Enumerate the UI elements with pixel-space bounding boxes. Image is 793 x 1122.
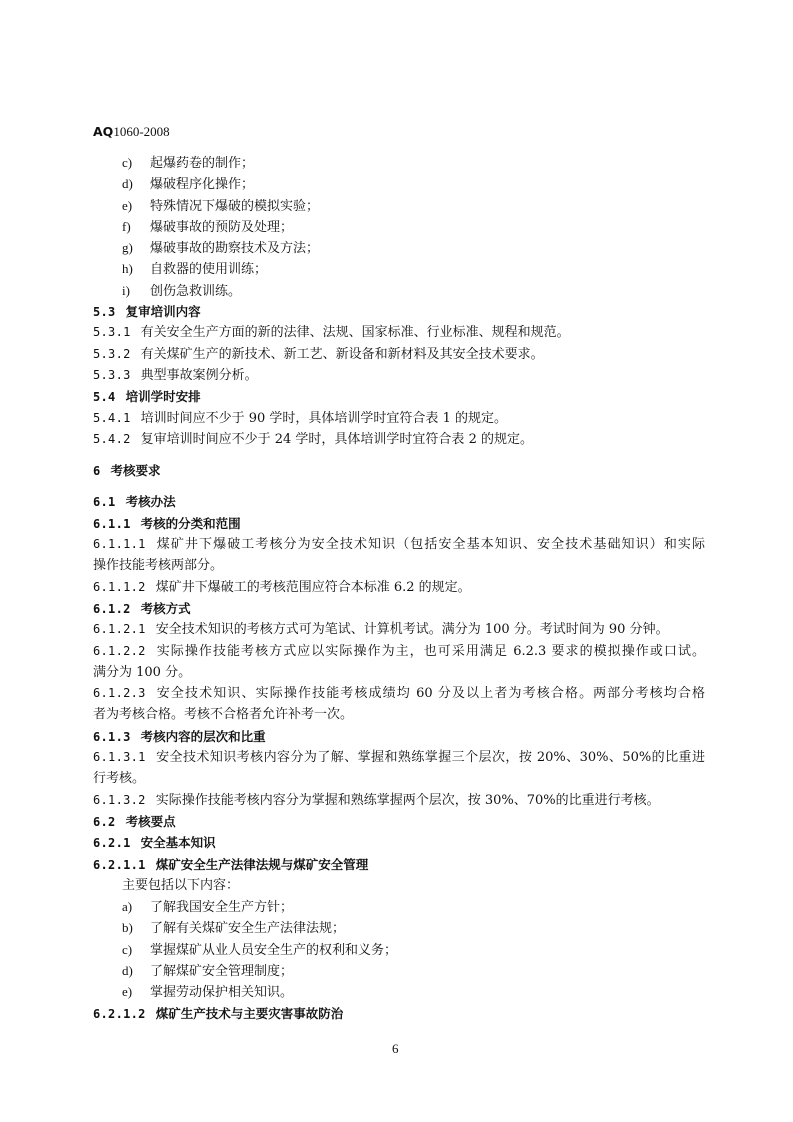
clause-text: 有关煤矿生产的新技术、新工艺、新设备和新材料及其安全技术要求。 bbox=[140, 346, 544, 362]
list-label: c) bbox=[122, 941, 133, 957]
list-item bbox=[93, 258, 705, 279]
section-number: 6.2 bbox=[93, 814, 116, 829]
list-item bbox=[93, 917, 705, 938]
subsection-heading bbox=[93, 832, 705, 853]
clause bbox=[93, 408, 705, 429]
section-number: 5.3 bbox=[93, 305, 116, 320]
section-title: 培训学时安排 bbox=[125, 389, 201, 405]
clause-number: 6.1.2.1 bbox=[93, 622, 146, 637]
list-text: 掌握劳动保护相关知识。 bbox=[150, 985, 294, 1001]
section-number: 6.2.1.2 bbox=[93, 1006, 146, 1021]
section-number: 6.2.1 bbox=[93, 836, 131, 851]
section-heading bbox=[93, 811, 705, 832]
clause-number: 5.3.3 bbox=[93, 367, 131, 382]
section-title: 考核方式 bbox=[140, 600, 191, 616]
clause-text: 培训时间应不少于 90 学时，具体培训学时宜符合表 1 的规定。 bbox=[140, 410, 507, 426]
section-heading bbox=[93, 491, 705, 512]
clause bbox=[93, 747, 705, 768]
list-label: d) bbox=[122, 962, 133, 978]
list-label: f) bbox=[122, 218, 131, 234]
clause bbox=[93, 322, 705, 343]
list-text: 了解有关煤矿安全生产法律法规； bbox=[150, 921, 346, 937]
list-label: g) bbox=[122, 240, 133, 256]
list-item bbox=[93, 960, 705, 981]
section-title: 煤矿生产技术与主要灾害事故防治 bbox=[155, 1005, 344, 1021]
list-text: 爆破事故的预防及处理； bbox=[150, 219, 294, 235]
list-item bbox=[93, 173, 705, 194]
list-label: a) bbox=[122, 899, 133, 915]
page-number: 6 bbox=[392, 1041, 399, 1056]
section-number: 6.1 bbox=[93, 495, 116, 510]
list-item bbox=[93, 195, 705, 216]
list-text: 特殊情况下爆破的模拟实验； bbox=[150, 198, 320, 214]
intro-text: 主要包括以下内容： bbox=[122, 877, 240, 893]
clause bbox=[93, 641, 705, 662]
list-label: e) bbox=[122, 984, 133, 1000]
list-text: 了解煤矿安全管理制度； bbox=[150, 963, 294, 979]
clause bbox=[93, 534, 705, 555]
list-text: 起爆药卷的制作； bbox=[150, 156, 255, 171]
list-label: b) bbox=[122, 920, 133, 936]
section-title: 考核内容的层次和比重 bbox=[140, 728, 266, 744]
clause-number: 5.3.2 bbox=[93, 346, 131, 361]
section-heading bbox=[93, 301, 705, 322]
clause-text: 安全技术知识的考核方式可为笔试、计算机考试。满分为 100 分。考试时间为 90 分钟。 bbox=[155, 622, 669, 638]
section-title: 考核办法 bbox=[125, 494, 176, 510]
knowledge-items-list bbox=[93, 896, 705, 1002]
clause-number: 6.1.3.2 bbox=[93, 792, 146, 807]
clause-text: 煤矿井下爆破工考核分为安全技术知识（包括安全基本知识、安全技术基础知识）和实际 bbox=[155, 537, 705, 553]
clause-text: 安全技术知识、实际操作技能考核成绩均 60 分及以上者为考核合格。两部分考核均合格 bbox=[155, 686, 705, 702]
list-item bbox=[93, 939, 705, 960]
section-title: 煤矿安全生产法律法规与煤矿安全管理 bbox=[155, 856, 369, 872]
list-text: 自救器的使用训练； bbox=[150, 262, 268, 278]
list-item bbox=[93, 237, 705, 258]
clause bbox=[93, 344, 705, 365]
clause bbox=[93, 365, 705, 386]
list-item bbox=[93, 152, 705, 173]
clause-continuation: 操作技能考核两部分。 bbox=[93, 558, 224, 574]
clause bbox=[93, 790, 705, 811]
subsection-heading bbox=[93, 598, 705, 619]
list-label: i) bbox=[122, 282, 130, 298]
section-number: 6.1.1 bbox=[93, 516, 131, 531]
subsubsection-heading bbox=[93, 854, 705, 875]
clause-continuation: 行考核。 bbox=[93, 771, 146, 787]
clause-number: 6.1.2.2 bbox=[93, 643, 146, 658]
clause-text: 典型事故案例分析。 bbox=[140, 367, 258, 383]
clause bbox=[93, 683, 705, 704]
clause-number: 6.1.3.1 bbox=[93, 750, 146, 765]
clause-number: 5.4.2 bbox=[93, 431, 131, 446]
clause bbox=[93, 577, 705, 598]
list-label: h) bbox=[122, 261, 133, 277]
clause-number: 5.3.1 bbox=[93, 325, 131, 340]
training-items-list bbox=[93, 152, 705, 301]
header-code-number: 1060-2008 bbox=[113, 124, 170, 139]
list-label: e) bbox=[122, 197, 133, 213]
clause bbox=[93, 619, 705, 640]
section-title: 复审培训内容 bbox=[125, 304, 201, 320]
section-number: 5.4 bbox=[93, 390, 116, 405]
document-body bbox=[93, 152, 705, 1024]
header-code-prefix: AQ bbox=[93, 124, 114, 139]
clause-number: 6.1.1.1 bbox=[93, 537, 146, 552]
section-title: 考核的分类和范围 bbox=[140, 515, 241, 531]
chapter-title: 考核要求 bbox=[110, 463, 161, 479]
list-label: d) bbox=[122, 176, 133, 192]
clause-number: 6.1.1.2 bbox=[93, 579, 146, 594]
clause-number: 5.4.1 bbox=[93, 410, 131, 425]
list-text: 创伤急救训练。 bbox=[150, 283, 242, 299]
chapter-number: 6 bbox=[93, 464, 101, 479]
clause-text: 实际操作技能考核方式应以实际操作为主，也可采用满足 6.2.3 要求的模拟操作或口试。 bbox=[155, 643, 705, 659]
clause-number: 6.1.2.3 bbox=[93, 686, 146, 701]
subsubsection-heading bbox=[93, 1003, 705, 1024]
document-code-header bbox=[93, 124, 170, 140]
section-title: 考核要点 bbox=[125, 813, 176, 829]
clause-continuation: 满分为 100 分。 bbox=[93, 664, 192, 680]
section-number: 6.1.3 bbox=[93, 729, 131, 744]
clause-text: 安全技术知识考核内容分为了解、掌握和熟练掌握三个层次，按 20%、30%、50%的比重进 bbox=[155, 750, 705, 766]
clause-text: 有关安全生产方面的新的法律、法规、国家标准、行业标准、规程和规范。 bbox=[140, 325, 570, 341]
list-text: 掌握煤矿从业人员安全生产的权利和义务； bbox=[150, 942, 398, 958]
section-number: 6.2.1.1 bbox=[93, 857, 146, 872]
clause-text: 实际操作技能考核内容分为掌握和熟练掌握两个层次，按 30%、70%的比重进行考核。 bbox=[155, 792, 660, 808]
clause-text: 复审培训时间应不少于 24 学时，具体培训学时宜符合表 2 的规定。 bbox=[140, 431, 533, 447]
section-title: 安全基本知识 bbox=[140, 835, 216, 851]
clause-continuation: 者为考核合格。考核不合格者允许补考一次。 bbox=[93, 707, 354, 723]
list-item bbox=[93, 216, 705, 237]
list-label: c) bbox=[122, 155, 133, 170]
section-number: 6.1.2 bbox=[93, 601, 131, 616]
subsection-heading bbox=[93, 726, 705, 747]
list-text: 了解我国安全生产方针； bbox=[150, 900, 294, 916]
list-item bbox=[93, 981, 705, 1002]
clause bbox=[93, 429, 705, 450]
list-text: 爆破事故的勘察技术及方法； bbox=[150, 241, 320, 257]
list-item bbox=[93, 896, 705, 917]
chapter-heading bbox=[93, 460, 705, 481]
clause-text: 煤矿井下爆破工的考核范围应符合本标准 6.2 的规定。 bbox=[155, 579, 471, 595]
section-heading bbox=[93, 386, 705, 407]
subsection-heading bbox=[93, 513, 705, 534]
list-text: 爆破程序化操作； bbox=[150, 177, 255, 193]
list-item bbox=[93, 280, 705, 301]
